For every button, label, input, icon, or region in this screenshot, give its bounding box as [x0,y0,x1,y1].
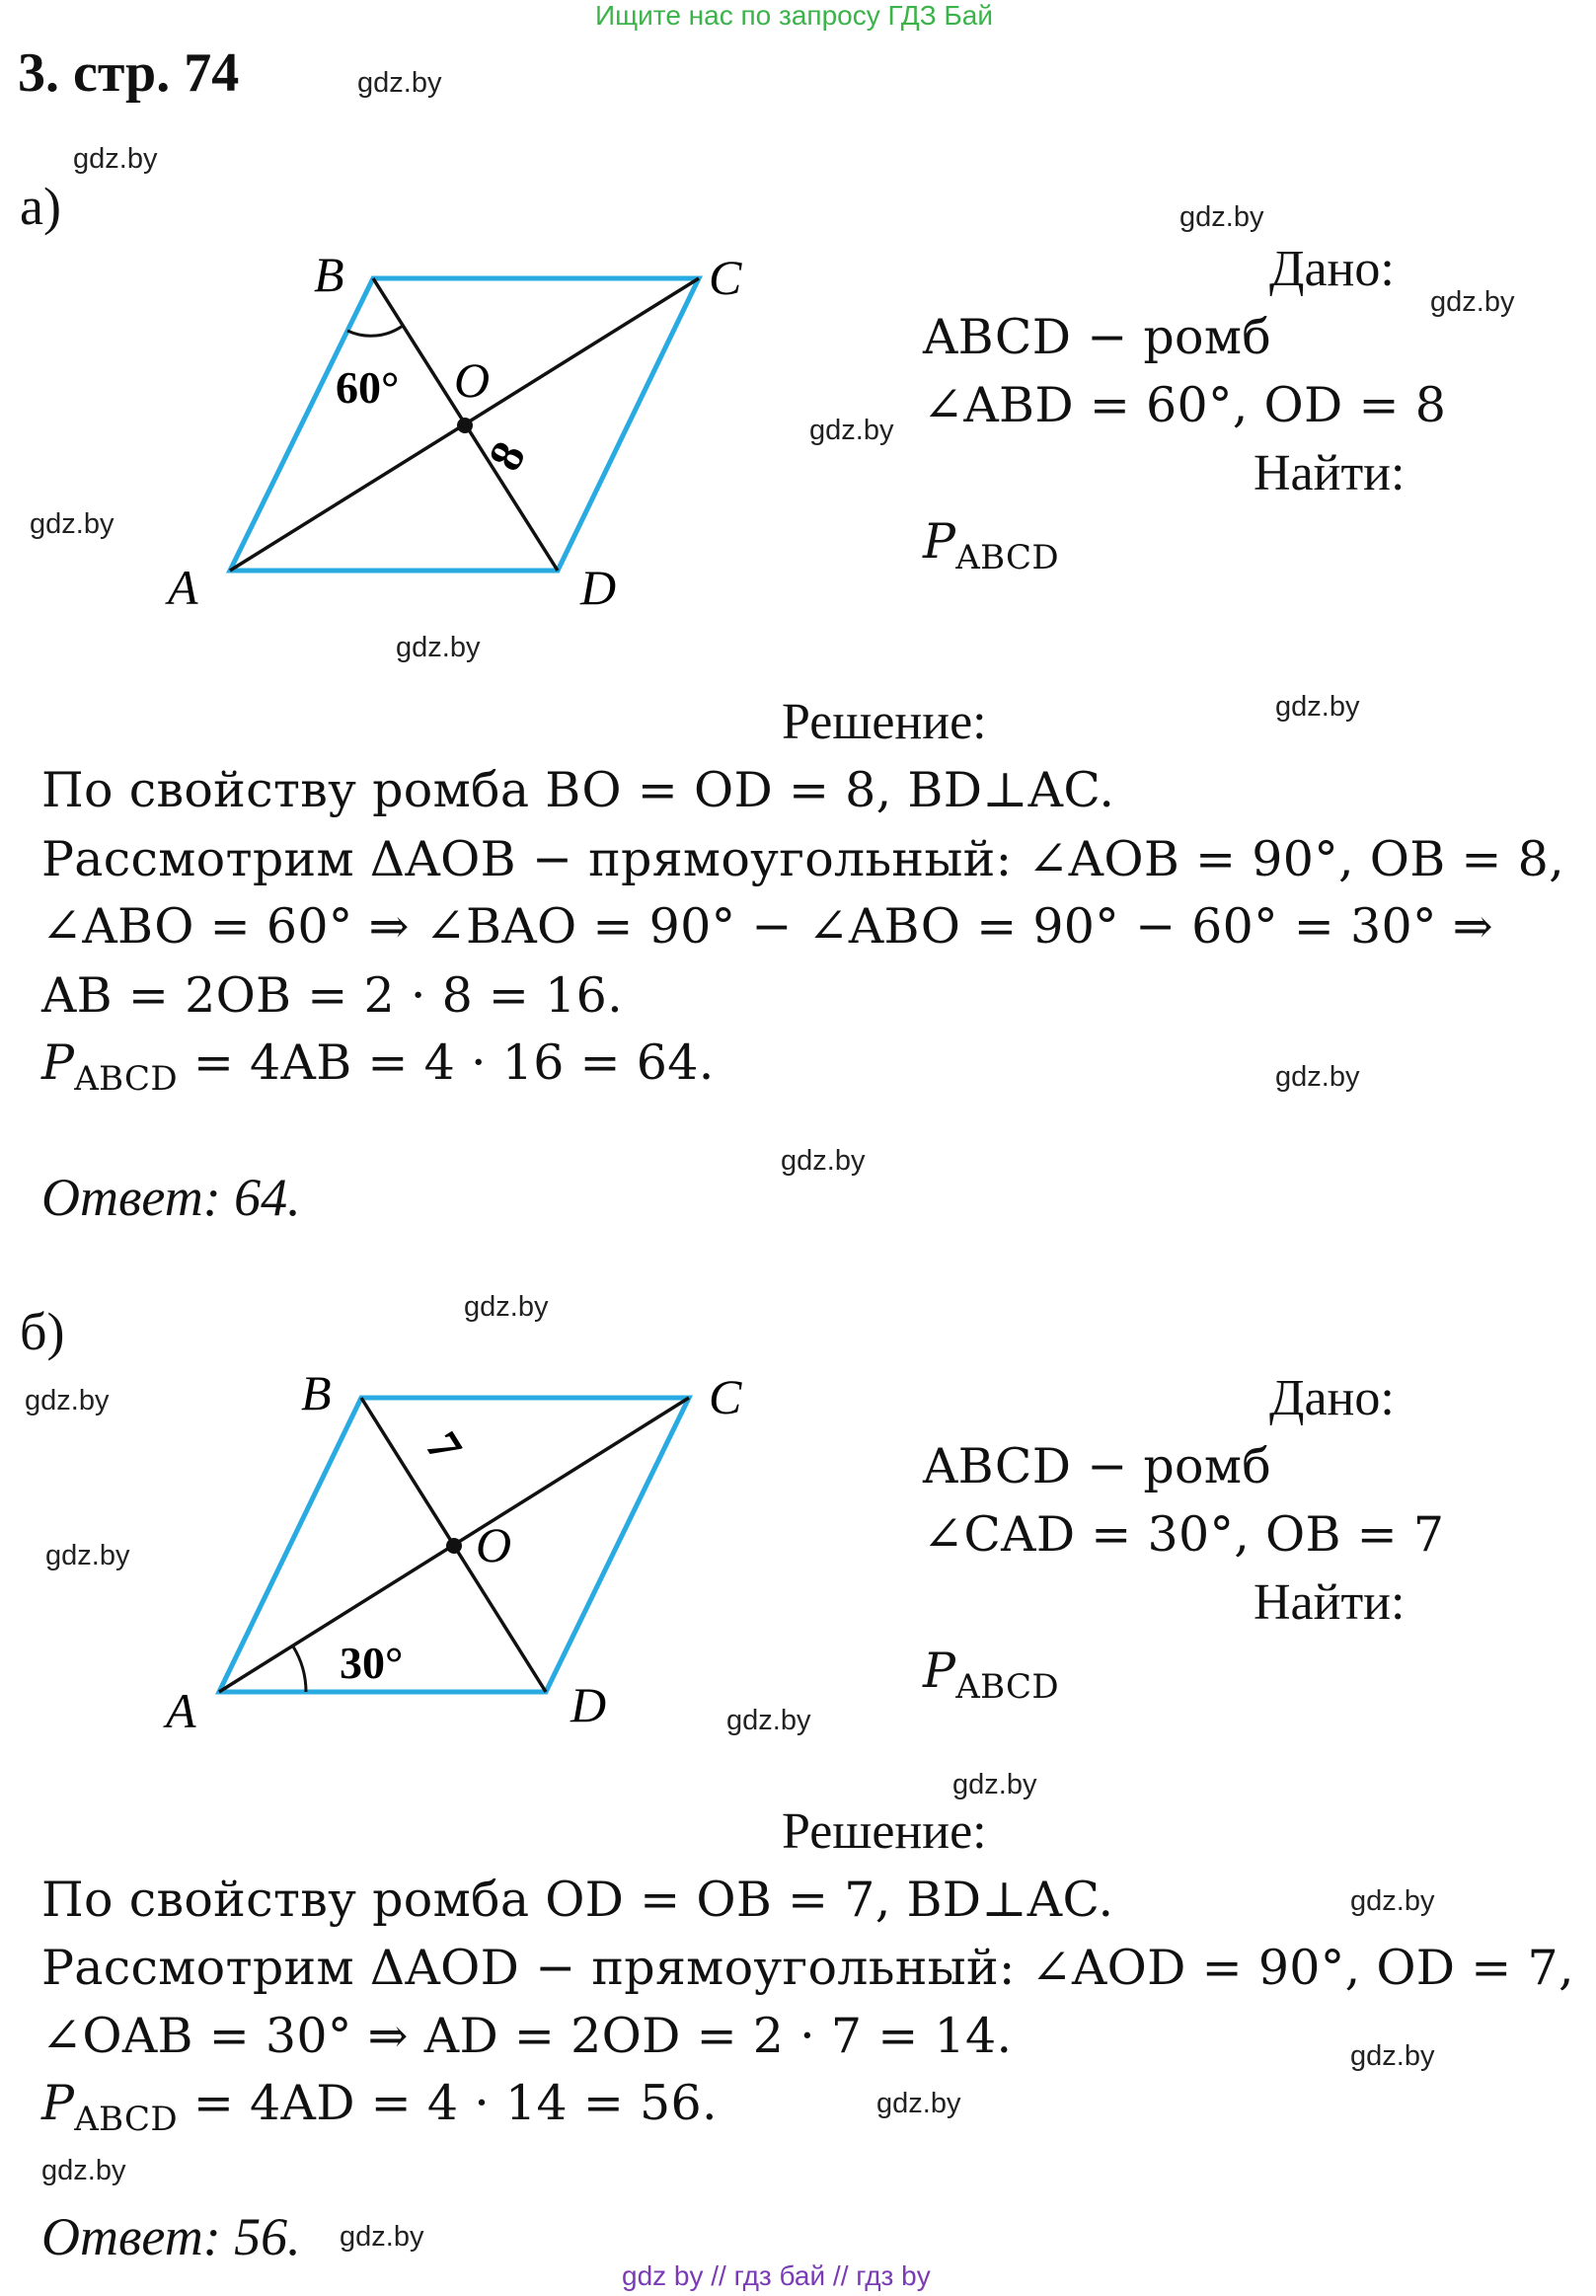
watermark: gdz.by [41,2155,126,2186]
given-line-a: ABCD − ромб [923,309,1272,365]
center-point-a [457,418,473,433]
watermark: gdz.by [73,143,158,175]
find-title-b: Найти: [1254,1574,1406,1631]
watermark: gdz.by [1179,201,1264,233]
watermark: gdz.by [1350,2040,1435,2072]
find-title-a: Найти: [1254,445,1406,501]
watermark: gdz.by [1430,286,1515,318]
vertex-c-label-a: C [709,250,742,305]
watermark: gdz.by [340,2221,424,2253]
watermark: gdz.by [25,1385,110,1416]
solution-line-b: По свойству ромба OD = OB = 7, BD⊥AC. [41,1872,1114,1928]
vertex-d-label-a: D [580,560,617,615]
given-line-a: ∠ABD = 60°, OD = 8 [923,377,1447,433]
watermark: gdz.by [30,508,114,540]
rhombus-figure-b [0,1283,790,1757]
given-title-a: Дано: [1269,241,1395,297]
find-value-a: $P_{ABCD}$ [923,513,1059,577]
page-title: 3. стр. 74 [18,42,240,104]
perimeter-line-b: $P_{ABCD} = 4AD = 4 \cdot 14 = 56$. [41,2075,718,2139]
answer-b: Ответ: 56. [41,2207,301,2266]
given-line-b: ∠CAD = 30°, OB = 7 [923,1506,1445,1563]
watermark: gdz.by [809,415,894,446]
solution-line-a: По свойству ромба BO = OD = 8, BD⊥AC. [41,762,1115,818]
vertex-c-label-b: C [709,1369,742,1424]
watermark: gdz.by [781,1145,866,1177]
solution-title-b: Решение: [782,1803,987,1860]
watermark: gdz.by [45,1540,130,1571]
given-title-b: Дано: [1269,1370,1395,1426]
footer-links[interactable]: gdz by // гдз бай // гдз by [622,2260,931,2291]
watermark: gdz.by [357,67,442,99]
solution-line-b: ∠OAB = 30° ⇒ AD = 2OD = 2 · 7 = 14. [41,2008,1013,2064]
answer-a: Ответ: 64. [41,1168,301,1227]
center-point-b [446,1538,462,1554]
solution-title-a: Решение: [782,694,987,750]
watermark: gdz.by [464,1291,549,1323]
rhombus-figure-a [0,0,790,642]
vertex-a-label-a: A [168,560,198,615]
vertex-d-label-b: D [570,1677,607,1732]
vertex-b-label-b: B [301,1365,332,1420]
search-hint: Ищите нас по запросу ГДЗ Бай [595,0,994,31]
solution-line-a: Рассмотрим ΔAOB − прямоугольный: ∠AOB = 90°, OB = 8, [41,831,1564,887]
solution-line-a: ∠ABO = 60° ⇒ ∠BAO = 90° − ∠ABO = 90° − 60° = 30° ⇒ [41,898,1494,955]
segment-label-b: 7 [415,1422,473,1472]
angle-label-a: 60° [336,362,400,413]
segment-label-a: 8 [478,433,536,480]
center-o-label-b: O [476,1517,512,1572]
angle-label-b: 30° [340,1638,404,1688]
watermark: gdz.by [1350,1885,1435,1917]
watermark: gdz.by [1275,691,1360,723]
watermark: gdz.by [1275,1061,1360,1093]
vertex-a-label-b: A [166,1683,196,1738]
watermark: gdz.by [876,2088,961,2119]
center-o-label-a: O [454,352,491,408]
solution-line-b: Рассмотрим ΔAOD − прямоугольный: ∠AOD = 90°, OD = 7, [41,1940,1574,1996]
watermark: gdz.by [396,632,481,663]
angle-arc-a [347,326,403,336]
find-value-b: $P_{ABCD}$ [923,1643,1059,1707]
part-a-label: а) [20,177,61,236]
perimeter-line-a: $P_{ABCD} = 4AB = 4 \cdot 16 = 64$. [41,1034,715,1099]
solution-line-a: AB = 2OB = 2 · 8 = 16. [41,967,623,1024]
part-b-label: б) [20,1302,65,1361]
given-line-b: ABCD − ромб [923,1438,1272,1494]
vertex-b-label-a: B [314,247,344,302]
angle-arc-b [293,1646,306,1692]
watermark: gdz.by [952,1769,1037,1800]
watermark: gdz.by [726,1705,811,1736]
